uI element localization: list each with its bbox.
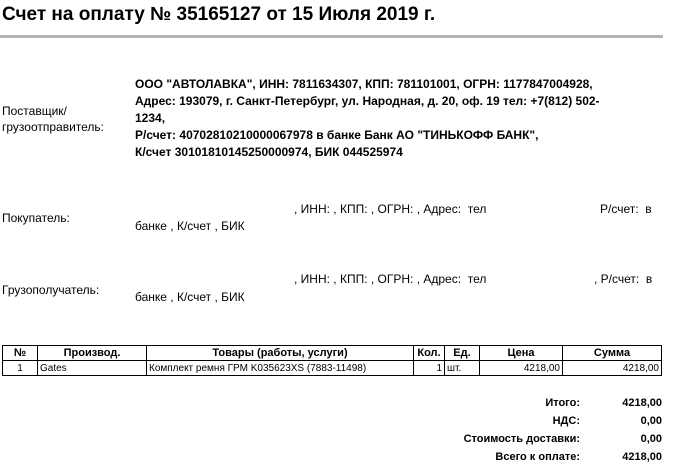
buyer-line1-right: Р/счет: в xyxy=(600,202,652,216)
cell-goods: Комплект ремня ГРМ K035623XS (7883-11498) xyxy=(147,361,414,376)
supplier-line: Р/счет: 40702810210000067978 в банке Банк АО "ТИНЬКОФФ БАНК", xyxy=(135,128,539,142)
cell-price: 4218,00 xyxy=(480,361,563,376)
cell-qty: 1 xyxy=(414,361,445,376)
grand-total-row xyxy=(390,448,662,466)
supplier-label-line2: грузоотправитель: xyxy=(2,120,105,134)
document-title: Счет на оплату № 35165127 от 15 Июля 2019 г. xyxy=(2,4,436,25)
grand-total-label: Всего к оплате: xyxy=(495,451,580,463)
buyer-label: Покупатель: xyxy=(2,211,70,225)
col-header-number: № xyxy=(3,346,38,361)
totals-block xyxy=(390,394,662,466)
supplier-line: 1234, xyxy=(135,111,166,125)
vat-value: 0,00 xyxy=(640,415,662,427)
consignee-line1: , ИНН: , КПП: , ОГРН: , Адрес: тел xyxy=(294,272,487,286)
col-header-sum: Сумма xyxy=(563,346,662,361)
cell-manufacturer: Gates xyxy=(38,361,147,376)
table-header-row xyxy=(3,346,662,361)
consignee-label: Грузополучатель: xyxy=(2,283,100,297)
grand-total-value: 4218,00 xyxy=(622,451,662,463)
delivery-label: Стоимость доставки: xyxy=(463,433,580,445)
col-header-price: Цена xyxy=(480,346,563,361)
supplier-line: ООО "АВТОЛАВКА", ИНН: 7811634307, КПП: 781101001, ОГРН: 1177847004928, xyxy=(135,77,593,91)
delivery-value: 0,00 xyxy=(640,433,662,445)
total-value: 4218,00 xyxy=(622,397,662,409)
supplier-details xyxy=(135,76,665,161)
buyer-line2: банке , К/счет , БИК xyxy=(135,219,245,233)
supplier-line: Адрес: 193079, г. Санкт-Петербург, ул. Народная, д. 20, оф. 19 тел: +7(812) 502- xyxy=(135,94,600,108)
total-label: Итого: xyxy=(545,397,580,409)
cell-number: 1 xyxy=(3,361,38,376)
col-header-goods: Товары (работы, услуги) xyxy=(147,346,414,361)
supplier-label xyxy=(2,103,104,135)
vat-row xyxy=(390,412,662,430)
supplier-label-line1: Поставщик/ xyxy=(2,104,67,118)
consignee-line1-right: , Р/счет: в xyxy=(594,272,653,286)
col-header-manufacturer: Производ. xyxy=(38,346,147,361)
col-header-unit: Ед. xyxy=(445,346,480,361)
table-row xyxy=(3,361,662,376)
consignee-line2: банке , К/счет , БИК xyxy=(135,290,245,304)
total-row xyxy=(390,394,662,412)
title-divider xyxy=(0,35,663,38)
cell-unit: шт. xyxy=(445,361,480,376)
col-header-qty: Кол. xyxy=(414,346,445,361)
delivery-row xyxy=(390,430,662,448)
vat-label: НДС: xyxy=(552,415,580,427)
supplier-line: К/счет 30101810145250000974, БИК 044525974 xyxy=(135,145,403,159)
buyer-line1: , ИНН: , КПП: , ОГРН: , Адрес: тел xyxy=(294,202,487,216)
items-table xyxy=(2,345,662,376)
cell-sum: 4218,00 xyxy=(563,361,662,376)
